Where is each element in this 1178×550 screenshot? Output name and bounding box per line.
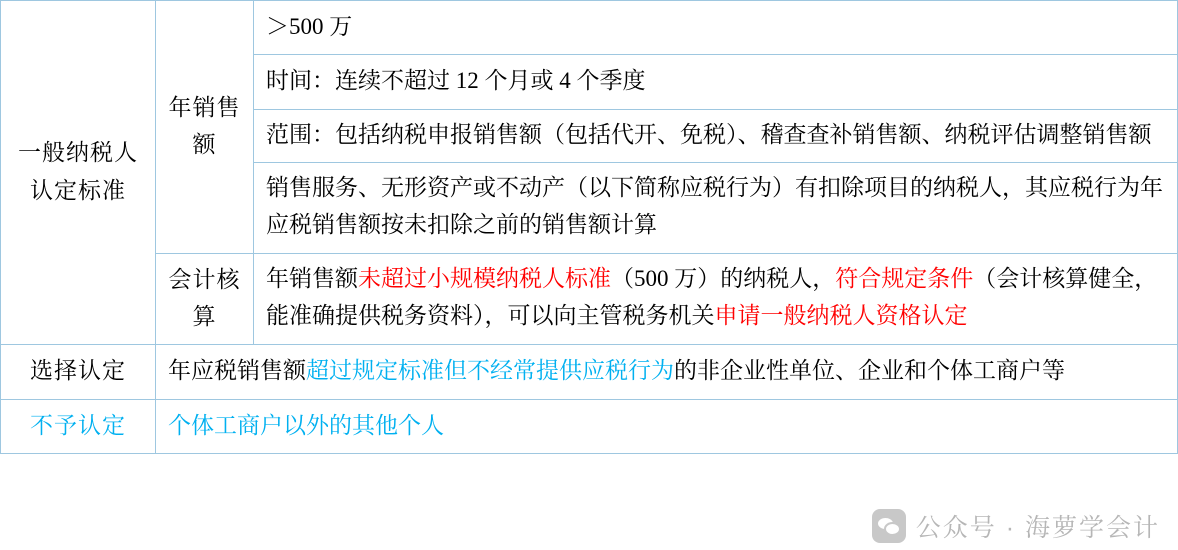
cell-scope-rule: 范围：包括纳税申报销售额（包括代开、免税）、稽查查补销售额、纳税评估调整销售额 xyxy=(254,109,1178,163)
wechat-icon xyxy=(872,509,906,543)
choose-text-part2: 的非企业性单位、企业和个体工商户等 xyxy=(674,357,1065,383)
row-header-choose-recognition: 选择认定 xyxy=(1,345,156,399)
table-row xyxy=(1,399,1178,453)
cell-accounting-rule xyxy=(254,253,1178,345)
row-header-annual-sales: 年销售额 xyxy=(156,1,254,254)
choose-text-highlight: 超过规定标准但不经常提供应税行为 xyxy=(306,357,674,383)
accounting-text-highlight1: 未超过小规模纳税人标准 xyxy=(358,266,611,292)
row-header-general-taxpayer: 一般纳税人认定标准 xyxy=(1,1,156,345)
row-header-accounting: 会计核算 xyxy=(156,253,254,345)
table-row xyxy=(1,253,1178,345)
accounting-text-part3: （会计核算健全，能准确提供税务资料），可以向主管税务机关 xyxy=(266,266,1158,329)
table-row xyxy=(1,345,1178,399)
choose-text-part1: 年应税销售额 xyxy=(168,357,306,383)
watermark xyxy=(872,508,1160,544)
cell-threshold: ＞500 万 xyxy=(254,1,1178,55)
accounting-text-part1: 年销售额 xyxy=(266,266,358,292)
row-header-not-allowed: 不予认定 xyxy=(1,399,156,453)
cell-time-rule: 时间：连续不超过 12 个月或 4 个季度 xyxy=(254,55,1178,109)
accounting-text-part2: （500 万）的纳税人， xyxy=(611,266,836,292)
accounting-text-highlight2: 符合规定条件 xyxy=(835,266,974,292)
table-row xyxy=(1,1,1178,55)
cell-not-allowed-rule: 个体工商户以外的其他个人 xyxy=(156,399,1178,453)
accounting-text-highlight3: 申请一般纳税人资格认定 xyxy=(714,303,968,329)
cell-choose-rule xyxy=(156,345,1178,399)
cell-deduction-rule: 销售服务、无形资产或不动产（以下简称应税行为）有扣除项目的纳税人，其应税行为年应税销售额按未扣除之前的销售额计算 xyxy=(254,163,1178,254)
watermark-text: 公众号 · 海萝学会计 xyxy=(915,514,1160,542)
